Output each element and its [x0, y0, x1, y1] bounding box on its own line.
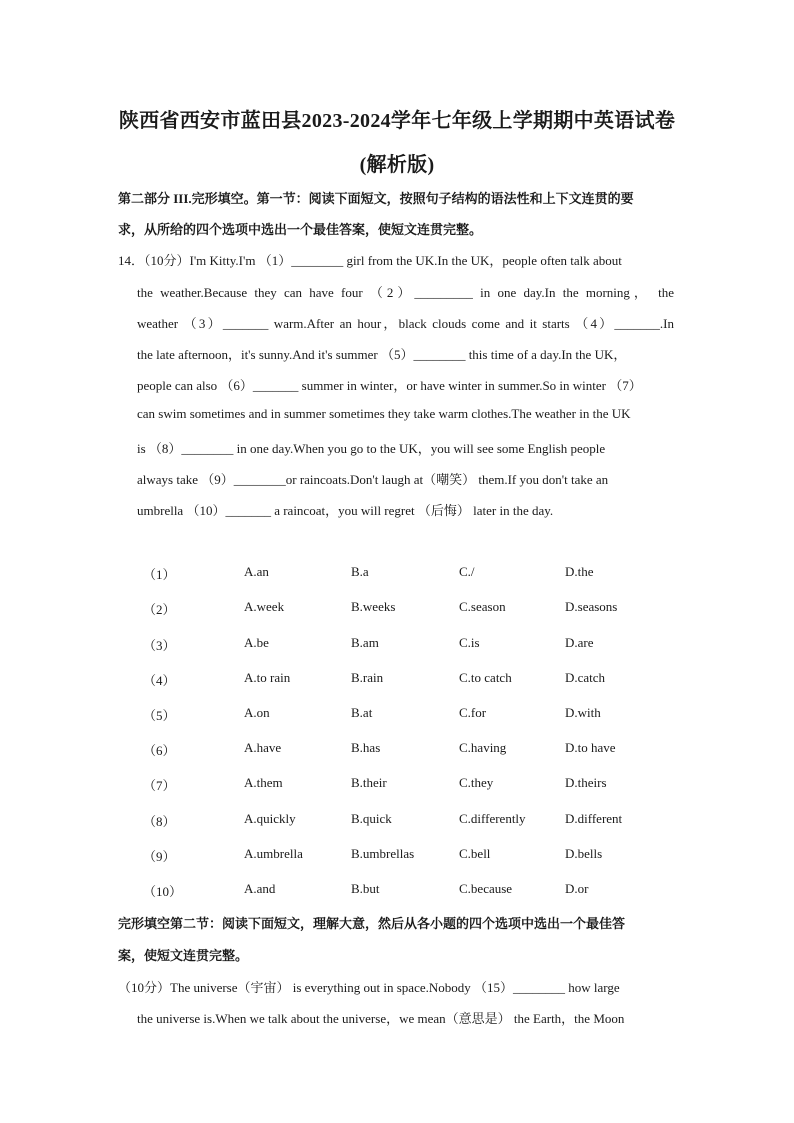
option-row-4: [0, 670, 794, 690]
option-row-7: [0, 775, 794, 795]
option-number: （9）: [143, 849, 176, 864]
passage-line: the weather.Because they can have four （2）_________ in one day.In the morning， the: [137, 285, 674, 300]
option-b: B.rain: [351, 670, 384, 685]
option-number: （5）: [143, 708, 176, 723]
section2-instruction-line-2: 案，使短文连贯完整。: [118, 948, 249, 963]
option-number: （2）: [143, 602, 176, 617]
passage-line: weather （3）_______ warm.After an hour，black clouds come and it starts （4）_______.In: [137, 316, 674, 331]
exam-title-subtitle: (解析版): [359, 154, 435, 176]
option-d: D.theirs: [565, 775, 607, 790]
exam-title: 陕西省西安市蓝田县2023-2024学年七年级上学期期中英语试卷: [118, 110, 676, 132]
option-number: （6）: [143, 743, 176, 758]
option-b: B.but: [351, 881, 380, 896]
passage-line: always take （9）________or raincoats.Don't laugh at（嘲笑） them.If you don't take an: [137, 472, 609, 487]
option-a: A.to rain: [244, 670, 291, 685]
option-number: （7）: [143, 778, 176, 793]
option-c: C.having: [459, 740, 507, 755]
option-row-6: [0, 740, 794, 760]
part2-instruction-line-2: 求，从所给的四个选项中选出一个最佳答案，使短文连贯完整。: [118, 222, 483, 237]
passage-line: （10分）The universe（宇宙） is everything out in space.Nobody （15）________ how large: [118, 980, 620, 995]
option-a: A.quickly: [244, 811, 296, 826]
option-d: D.catch: [565, 670, 606, 685]
option-c: C.differently: [459, 811, 526, 826]
option-c: C./: [459, 564, 475, 579]
option-d: D.seasons: [565, 599, 618, 614]
option-c: C.they: [459, 775, 494, 790]
option-d: D.different: [565, 811, 623, 826]
passage-line: is （8）________ in one day.When you go to the UK，you will see some English people: [137, 441, 606, 456]
option-b: B.a: [351, 564, 369, 579]
option-row-8: [0, 811, 794, 831]
option-b: B.has: [351, 740, 381, 755]
option-a: A.have: [244, 740, 282, 755]
option-row-5: [0, 705, 794, 725]
option-c: C.to catch: [459, 670, 512, 685]
option-number: （1）: [143, 567, 176, 582]
passage-line: the late afternoon，it's sunny.And it's summer （5）________ this time of a day.In the UK，: [137, 347, 627, 362]
option-d: D.or: [565, 881, 589, 896]
option-a: A.week: [244, 599, 285, 614]
option-row-1: [0, 564, 794, 584]
option-b: B.their: [351, 775, 387, 790]
passage-line: 14．（10分）I'm Kitty.I'm （1）________ girl from the UK.In the UK，people often talk about: [118, 253, 622, 268]
option-c: C.is: [459, 635, 480, 650]
passage-line: people can also （6）_______ summer in winter，or have winter in summer.So in winter （7）: [137, 378, 642, 393]
option-row-9: [0, 846, 794, 866]
option-b: B.at: [351, 705, 373, 720]
option-b: B.umbrellas: [351, 846, 415, 861]
option-a: A.an: [244, 564, 269, 579]
option-a: A.be: [244, 635, 269, 650]
option-c: C.for: [459, 705, 487, 720]
option-a: A.and: [244, 881, 276, 896]
option-number: （8）: [143, 814, 176, 829]
option-a: A.them: [244, 775, 283, 790]
option-d: D.bells: [565, 846, 603, 861]
option-row-2: [0, 599, 794, 619]
option-d: D.the: [565, 564, 594, 579]
option-a: A.umbrella: [244, 846, 303, 861]
option-row-10: [0, 881, 794, 901]
option-d: D.with: [565, 705, 601, 720]
option-d: D.are: [565, 635, 594, 650]
option-c: C.because: [459, 881, 513, 896]
option-a: A.on: [244, 705, 270, 720]
option-number: （10）: [143, 884, 183, 899]
option-b: B.am: [351, 635, 379, 650]
option-c: C.bell: [459, 846, 491, 861]
passage-line: umbrella （10）_______ a raincoat，you will regret （后悔） later in the day.: [137, 503, 554, 518]
option-d: D.to have: [565, 740, 616, 755]
option-c: C.season: [459, 599, 506, 614]
passage-line: can swim sometimes and in summer sometimes they take warm clothes.The weather in the UK: [137, 406, 631, 421]
option-row-3: [0, 635, 794, 655]
part2-instruction-line-1: 第二部分 III.完形填空。第一节：阅读下面短文，按照句子结构的语法性和上下文连贯的要: [118, 191, 634, 206]
option-b: B.quick: [351, 811, 392, 826]
option-number: （3）: [143, 638, 176, 653]
option-number: （4）: [143, 673, 176, 688]
passage-line: the universe is.When we talk about the universe，we mean（意思是） the Earth，the Moon: [137, 1011, 625, 1026]
option-b: B.weeks: [351, 599, 396, 614]
section2-instruction-line-1: 完形填空第二节：阅读下面短文，理解大意，然后从各小题的四个选项中选出一个最佳答: [118, 916, 626, 931]
